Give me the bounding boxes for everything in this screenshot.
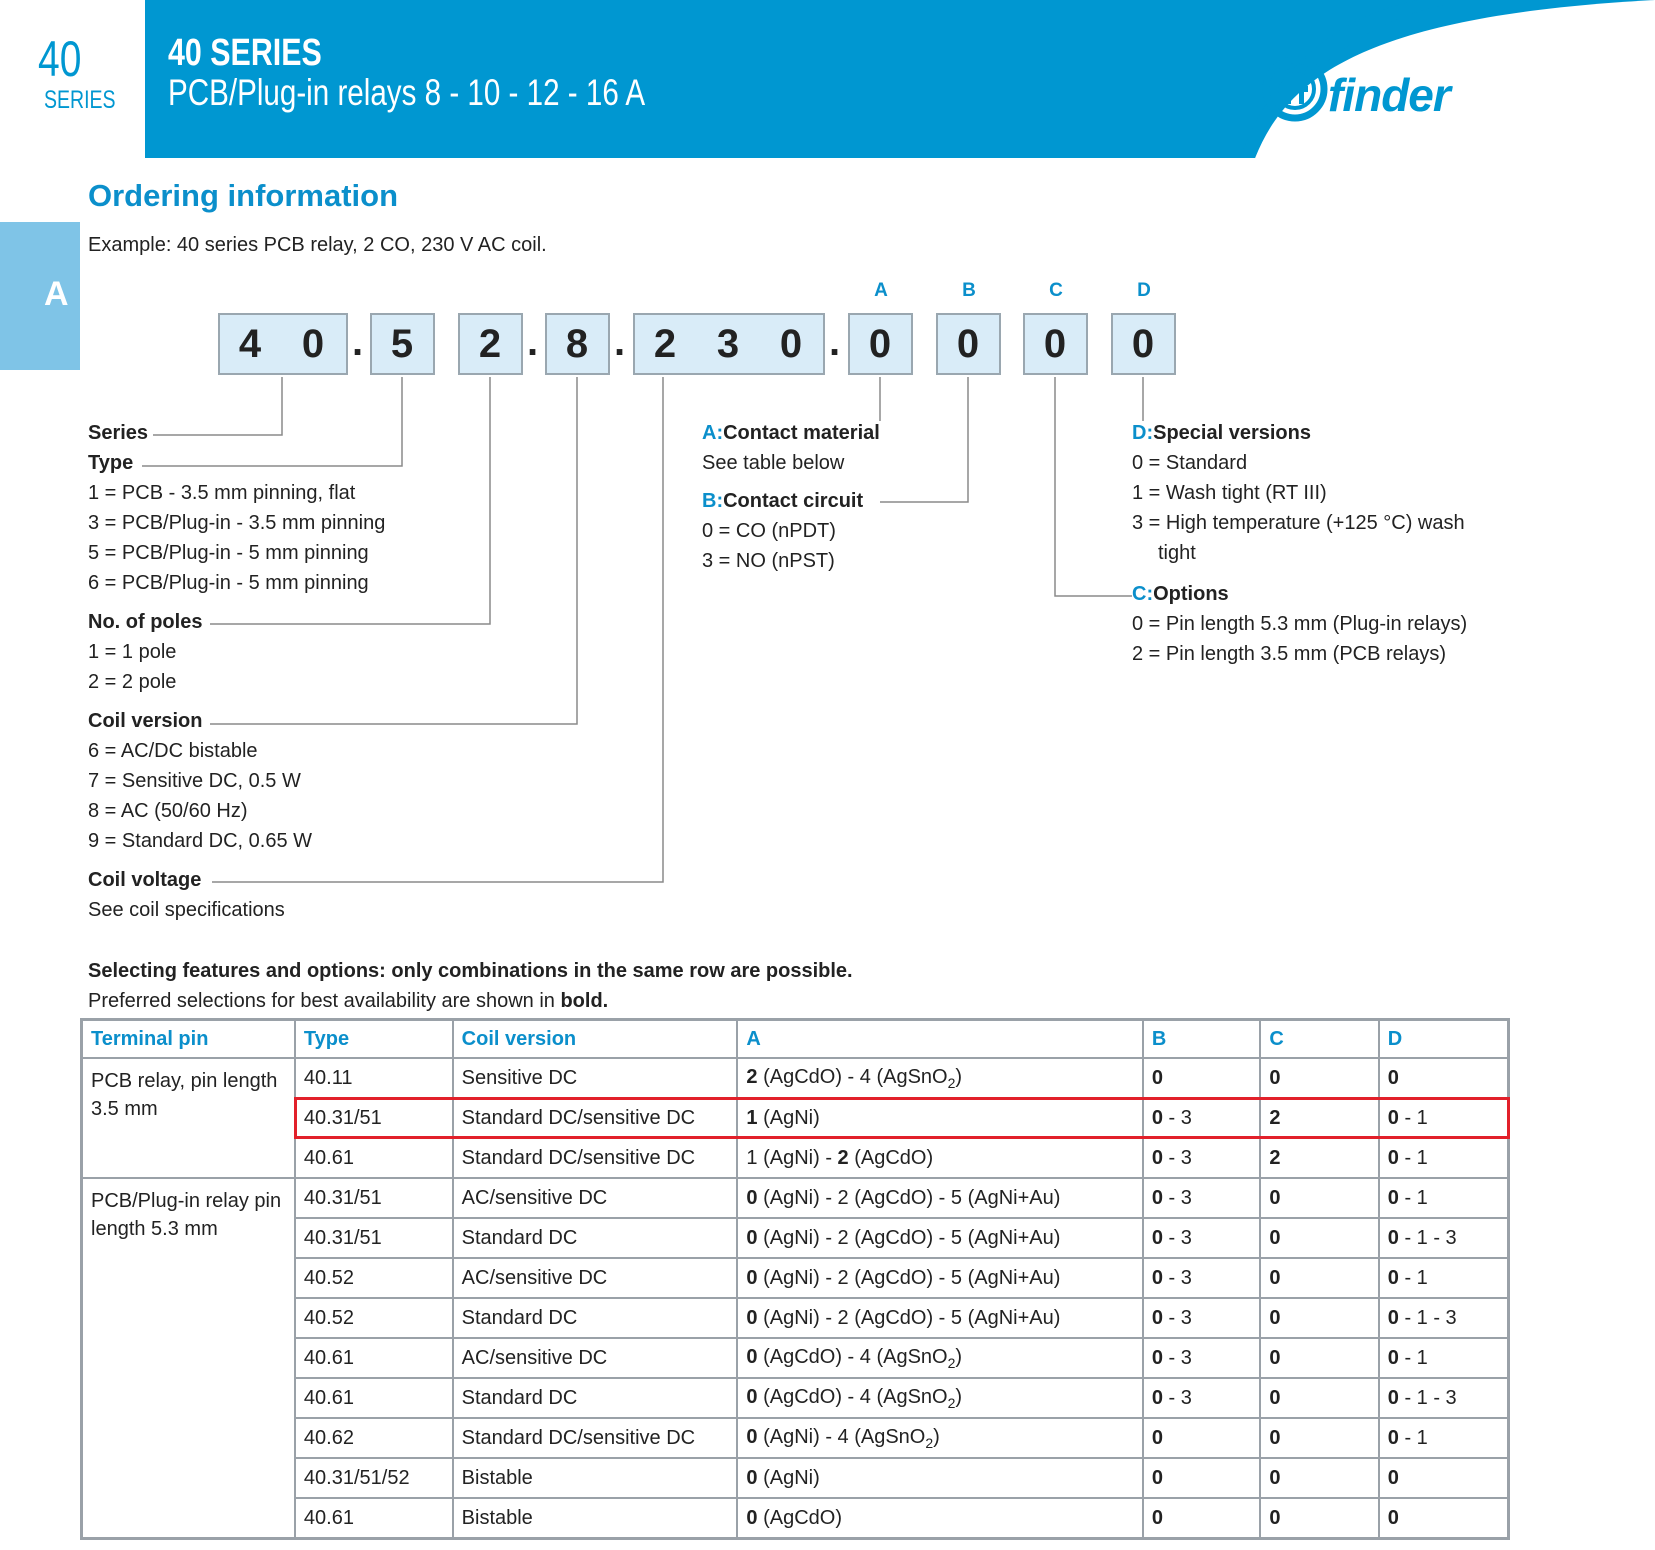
legend-item: 6 = AC/DC bistable [88, 740, 258, 762]
legend-coil-voltage-title: Coil voltage [88, 869, 202, 891]
coil-version-cell: Bistable [453, 1498, 738, 1539]
cell-text-part: 0 [1387, 1266, 1399, 1289]
cell-text-part: 2 [925, 1434, 934, 1451]
cell-text-part: 0 [1387, 1146, 1399, 1169]
cell-text-part: 0 [1151, 1106, 1163, 1129]
section-title: Ordering information [88, 178, 398, 213]
cell-text-part: 2 [746, 1065, 758, 1088]
cell-text-part: (AgNi) - 2 (AgCdO) - 5 (AgNi+Au) [757, 1186, 1061, 1209]
coil-version-cell: Sensitive DC [453, 1058, 738, 1098]
cell-text-part: (AgNi) - 4 (AgSnO [757, 1425, 926, 1448]
cell-text-part: 0 [1151, 1226, 1163, 1249]
logo-text: finder [1328, 69, 1450, 121]
cell-text-part: - 1 - 3 [1398, 1226, 1457, 1249]
a-cell [737, 1178, 1142, 1218]
cell-text-part: 0 [746, 1425, 758, 1448]
terminal-pin-cell: PCB/Plug-in relay pin length 5.3 mm [82, 1178, 295, 1539]
code-separator: . [614, 320, 626, 364]
code-separator: . [352, 320, 364, 364]
legend-item: 6 = PCB/Plug-in - 5 mm pinning [88, 572, 369, 594]
legend-item: 3 = PCB/Plug-in - 3.5 mm pinning [88, 512, 386, 534]
position-letter-c: C [1049, 280, 1063, 301]
cell-text-part: 1 (AgNi) - [746, 1146, 838, 1169]
legend-item: 5 = PCB/Plug-in - 5 mm pinning [88, 542, 369, 564]
cell-text-part: ) [955, 1385, 963, 1408]
code-digit: 0 [868, 322, 892, 366]
type-cell: 40.31/51 [295, 1178, 453, 1218]
code-digit: 3 [716, 322, 740, 366]
legend-item: 8 = AC (50/60 Hz) [88, 800, 248, 822]
code-digit: 2 [478, 322, 502, 366]
legend-item: 0 = Standard [1132, 452, 1248, 474]
a-cell [737, 1218, 1142, 1258]
a-cell [737, 1298, 1142, 1338]
legend-item: 3 = High temperature (+125 °C) wash [1132, 512, 1465, 534]
coil-version-cell: Standard DC [453, 1378, 738, 1418]
type-cell: 40.31/51 [295, 1098, 453, 1138]
col-header-type: Type [295, 1020, 453, 1059]
cell-text-part: 0 [746, 1306, 758, 1329]
cell-text-part: - 3 [1162, 1266, 1192, 1289]
legend-item: 1 = 1 pole [88, 641, 177, 663]
type-cell: 40.11 [295, 1058, 453, 1098]
cell-text-part: 2 [947, 1394, 956, 1411]
type-cell: 40.52 [295, 1298, 453, 1338]
cell-text-part: 0 [1387, 1186, 1399, 1209]
section-side-letter: A [44, 275, 69, 313]
position-letter-a: A [874, 280, 888, 301]
legend-c-heading: C:Options [1132, 583, 1229, 605]
cell-text-part: 2 [1269, 1106, 1281, 1129]
b-cell [1143, 1298, 1261, 1338]
table-row [82, 1178, 1509, 1218]
cell-text-part: (AgNi) - 2 (AgCdO) - 5 (AgNi+Au) [757, 1306, 1061, 1329]
cell-text-part: (AgCdO) - 4 (AgSnO [757, 1385, 948, 1408]
cell-text-part: 0 [746, 1506, 758, 1529]
table-row [82, 1458, 1509, 1498]
highlighted-row-outline [294, 1097, 1510, 1139]
cell-text-part: (AgCdO) [848, 1146, 934, 1169]
a-cell [737, 1338, 1142, 1378]
legend-item: 0 = Pin length 5.3 mm (Plug-in relays) [1132, 613, 1468, 635]
table-row [82, 1378, 1509, 1418]
cell-text-part: 0 [1269, 1386, 1281, 1409]
cell-text-part: 0 [1387, 1346, 1399, 1369]
coil-version-cell: Standard DC [453, 1218, 738, 1258]
type-cell: 40.31/51/52 [295, 1458, 453, 1498]
cell-text-part: (AgCdO) [757, 1506, 842, 1529]
cell-text-part: 0 [1151, 1346, 1163, 1369]
cell-text-part: - 3 [1162, 1226, 1192, 1249]
d-cell [1379, 1258, 1509, 1298]
cell-text-part: 0 [1151, 1066, 1163, 1089]
col-header-d: D [1379, 1020, 1509, 1059]
d-cell [1379, 1418, 1509, 1458]
c-cell [1260, 1418, 1378, 1458]
cell-text-part: 0 [1151, 1426, 1163, 1449]
col-header-b: B [1143, 1020, 1261, 1059]
c-cell [1260, 1218, 1378, 1258]
b-cell [1143, 1378, 1261, 1418]
code-digit: 4 [238, 322, 262, 366]
cell-text-part: 0 [746, 1266, 758, 1289]
cell-text-part: 0 [1387, 1066, 1399, 1089]
cell-text-part: 0 [1269, 1066, 1281, 1089]
legend-item: 2 = Pin length 3.5 mm (PCB relays) [1132, 643, 1447, 665]
table-row [82, 1218, 1509, 1258]
cell-text-part: 0 [1151, 1266, 1163, 1289]
cell-text-part: 0 [746, 1466, 758, 1489]
cell-text-part: 0 [1151, 1186, 1163, 1209]
cell-text-part: - 1 [1398, 1186, 1428, 1209]
cell-text-part: - 1 [1398, 1146, 1428, 1169]
d-cell [1379, 1458, 1509, 1498]
code-digit: 0 [779, 322, 803, 366]
table-header-row [82, 1020, 1509, 1059]
cell-text-part: ) [955, 1345, 963, 1368]
table-row [82, 1418, 1509, 1458]
cell-text-part: - 1 [1398, 1106, 1428, 1129]
a-cell [737, 1378, 1142, 1418]
b-cell [1143, 1458, 1261, 1498]
legend-item: tight [1158, 542, 1196, 564]
code-digit: 5 [390, 322, 414, 366]
cell-text-part: 0 [1387, 1106, 1399, 1129]
legend-item: 1 = PCB - 3.5 mm pinning, flat [88, 482, 356, 504]
cell-text-part: - 3 [1162, 1346, 1192, 1369]
cell-text-part: 0 [1269, 1226, 1281, 1249]
type-cell: 40.31/51 [295, 1218, 453, 1258]
type-cell: 40.61 [295, 1338, 453, 1378]
b-cell [1143, 1338, 1261, 1378]
cell-text-part: (AgNi) - 2 (AgCdO) - 5 (AgNi+Au) [757, 1226, 1061, 1249]
coil-version-cell: AC/sensitive DC [453, 1178, 738, 1218]
table-row [82, 1258, 1509, 1298]
a-cell [737, 1458, 1142, 1498]
c-cell [1260, 1138, 1378, 1178]
selection-title: Selecting features and options: only combinations in the same row are possible. [88, 960, 853, 982]
b-cell [1143, 1258, 1261, 1298]
cell-text-part: 0 [746, 1345, 758, 1368]
legend-poles-title: No. of poles [88, 611, 203, 633]
coil-version-cell: Standard DC/sensitive DC [453, 1418, 738, 1458]
cell-text-part: 0 [1269, 1506, 1281, 1529]
c-cell [1260, 1338, 1378, 1378]
d-cell [1379, 1338, 1509, 1378]
coil-version-cell: AC/sensitive DC [453, 1338, 738, 1378]
cell-text-part: (AgNi) [757, 1106, 820, 1129]
cell-text-part: 0 [1387, 1426, 1399, 1449]
a-cell [737, 1418, 1142, 1458]
code-digit: 0 [1043, 322, 1067, 366]
legend-d-heading: D:Special versions [1132, 422, 1311, 444]
b-cell [1143, 1498, 1261, 1539]
cell-text-part: 2 [947, 1354, 956, 1371]
table-row [82, 1498, 1509, 1539]
type-cell: 40.61 [295, 1498, 453, 1539]
cell-text-part: 0 [1151, 1466, 1163, 1489]
cell-text-part: 0 [1151, 1146, 1163, 1169]
a-cell [737, 1258, 1142, 1298]
legend-item: 0 = CO (nPDT) [702, 520, 836, 542]
d-cell [1379, 1378, 1509, 1418]
cell-text-part: 0 [1269, 1266, 1281, 1289]
type-cell: 40.62 [295, 1418, 453, 1458]
d-cell [1379, 1138, 1509, 1178]
c-cell [1260, 1378, 1378, 1418]
cell-text-part: 0 [1387, 1506, 1399, 1529]
d-cell [1379, 1178, 1509, 1218]
legend-series-title: Series [88, 422, 149, 444]
cell-text-part: - 1 [1398, 1426, 1428, 1449]
cell-text-part: (AgNi) - 2 (AgCdO) - 5 (AgNi+Au) [757, 1266, 1061, 1289]
code-separator: . [829, 320, 841, 364]
b-cell [1143, 1218, 1261, 1258]
cell-text-part: 1 [746, 1106, 758, 1129]
c-cell [1260, 1058, 1378, 1098]
table-row [82, 1338, 1509, 1378]
cell-text-part: 2 [947, 1074, 956, 1091]
legend-coil-version-title: Coil version [88, 710, 203, 732]
cell-text-part: 0 [746, 1385, 758, 1408]
c-cell [1260, 1258, 1378, 1298]
legend-item: 2 = 2 pole [88, 671, 177, 693]
code-digit: 0 [1131, 322, 1155, 366]
c-cell [1260, 1178, 1378, 1218]
coil-version-cell: AC/sensitive DC [453, 1258, 738, 1298]
legend-a-heading: A:Contact material [702, 422, 880, 444]
table-row [82, 1298, 1509, 1338]
cell-text-part: (AgNi) [757, 1466, 820, 1489]
cell-text-part: - 1 [1398, 1346, 1428, 1369]
col-header-c: C [1260, 1020, 1378, 1059]
c-cell [1260, 1298, 1378, 1338]
d-cell [1379, 1498, 1509, 1539]
page-subtitle: PCB/Plug-in relays 8 - 10 - 12 - 16 A [168, 72, 646, 113]
code-digit: 2 [653, 322, 677, 366]
b-cell [1143, 1418, 1261, 1458]
terminal-pin-cell: PCB relay, pin length 3.5 mm [82, 1058, 295, 1178]
cell-text-part: 0 [1269, 1426, 1281, 1449]
legend-item: 7 = Sensitive DC, 0.5 W [88, 770, 301, 792]
cell-text-part: - 1 - 3 [1398, 1386, 1457, 1409]
legend-item: 1 = Wash tight (RT III) [1132, 482, 1327, 504]
b-cell [1143, 1138, 1261, 1178]
cell-text-part: 0 [1387, 1226, 1399, 1249]
cell-text-part: - 1 [1398, 1266, 1428, 1289]
cell-text-part: 0 [1269, 1466, 1281, 1489]
legend-b-heading: B:Contact circuit [702, 490, 864, 512]
cell-text-part: 2 [1269, 1146, 1281, 1169]
cell-text-part: 0 [1269, 1186, 1281, 1209]
cell-text-part: - 3 [1162, 1146, 1192, 1169]
type-cell: 40.61 [295, 1378, 453, 1418]
cell-text-part: 2 [837, 1146, 849, 1169]
page-title: 40 SERIES [168, 32, 322, 74]
legend-item: See table below [702, 452, 845, 474]
cell-text-part: (AgCdO) - 4 (AgSnO [757, 1065, 948, 1088]
a-cell [737, 1138, 1142, 1178]
cell-text-part: 0 [1387, 1386, 1399, 1409]
col-header-a: A [737, 1020, 1142, 1059]
cell-text-part: 0 [1151, 1386, 1163, 1409]
cell-text-part: - 3 [1162, 1186, 1192, 1209]
cell-text-part: (AgCdO) - 4 (AgSnO [757, 1345, 948, 1368]
table-row [82, 1138, 1509, 1178]
cell-text-part: 0 [1151, 1306, 1163, 1329]
cell-text-part: - 3 [1162, 1306, 1192, 1329]
coil-version-cell: Standard DC/sensitive DC [453, 1098, 738, 1138]
selection-subtitle: Preferred selections for best availability are shown in bold. [88, 990, 609, 1012]
d-cell [1379, 1218, 1509, 1258]
position-letter-b: B [962, 280, 976, 301]
code-separator: . [527, 320, 539, 364]
cell-text-part: 0 [1269, 1346, 1281, 1369]
position-letter-d: D [1137, 280, 1151, 301]
a-cell [737, 1498, 1142, 1539]
series-word: SERIES [44, 86, 116, 114]
cell-text-part: 0 [1387, 1466, 1399, 1489]
b-cell [1143, 1178, 1261, 1218]
type-cell: 40.52 [295, 1258, 453, 1298]
cell-text-part: 0 [746, 1226, 758, 1249]
cell-text-part: ) [955, 1065, 963, 1088]
code-digit: 0 [956, 322, 980, 366]
col-header-coil-version: Coil version [453, 1020, 738, 1059]
code-digit: 8 [565, 322, 589, 366]
d-cell [1379, 1298, 1509, 1338]
cell-text-part: 0 [746, 1186, 758, 1209]
legend-type-title: Type [88, 452, 134, 474]
c-cell [1260, 1458, 1378, 1498]
b-cell [1143, 1058, 1261, 1098]
code-digit: 0 [301, 322, 325, 366]
coil-version-cell: Standard DC [453, 1298, 738, 1338]
cell-text-part: - 1 - 3 [1398, 1306, 1457, 1329]
series-number: 40 [38, 31, 82, 87]
coil-version-cell: Bistable [453, 1458, 738, 1498]
legend-item: 3 = NO (nPST) [702, 550, 835, 572]
d-cell [1379, 1058, 1509, 1098]
cell-text-part: 0 [1387, 1306, 1399, 1329]
example-text: Example: 40 series PCB relay, 2 CO, 230 V AC coil. [88, 234, 547, 256]
legend-item: See coil specifications [88, 899, 285, 921]
coil-version-cell: Standard DC/sensitive DC [453, 1138, 738, 1178]
cell-text-part: 0 [1269, 1306, 1281, 1329]
cell-text-part: ) [933, 1425, 940, 1448]
c-cell [1260, 1498, 1378, 1539]
a-cell [737, 1058, 1142, 1098]
table-row [82, 1058, 1509, 1098]
cell-text-part: 0 [1151, 1506, 1163, 1529]
cell-text-part: - 3 [1162, 1386, 1192, 1409]
legend-item: 9 = Standard DC, 0.65 W [88, 830, 313, 852]
col-header-terminal-pin: Terminal pin [82, 1020, 295, 1059]
cell-text-part: - 3 [1162, 1106, 1192, 1129]
type-cell: 40.61 [295, 1138, 453, 1178]
